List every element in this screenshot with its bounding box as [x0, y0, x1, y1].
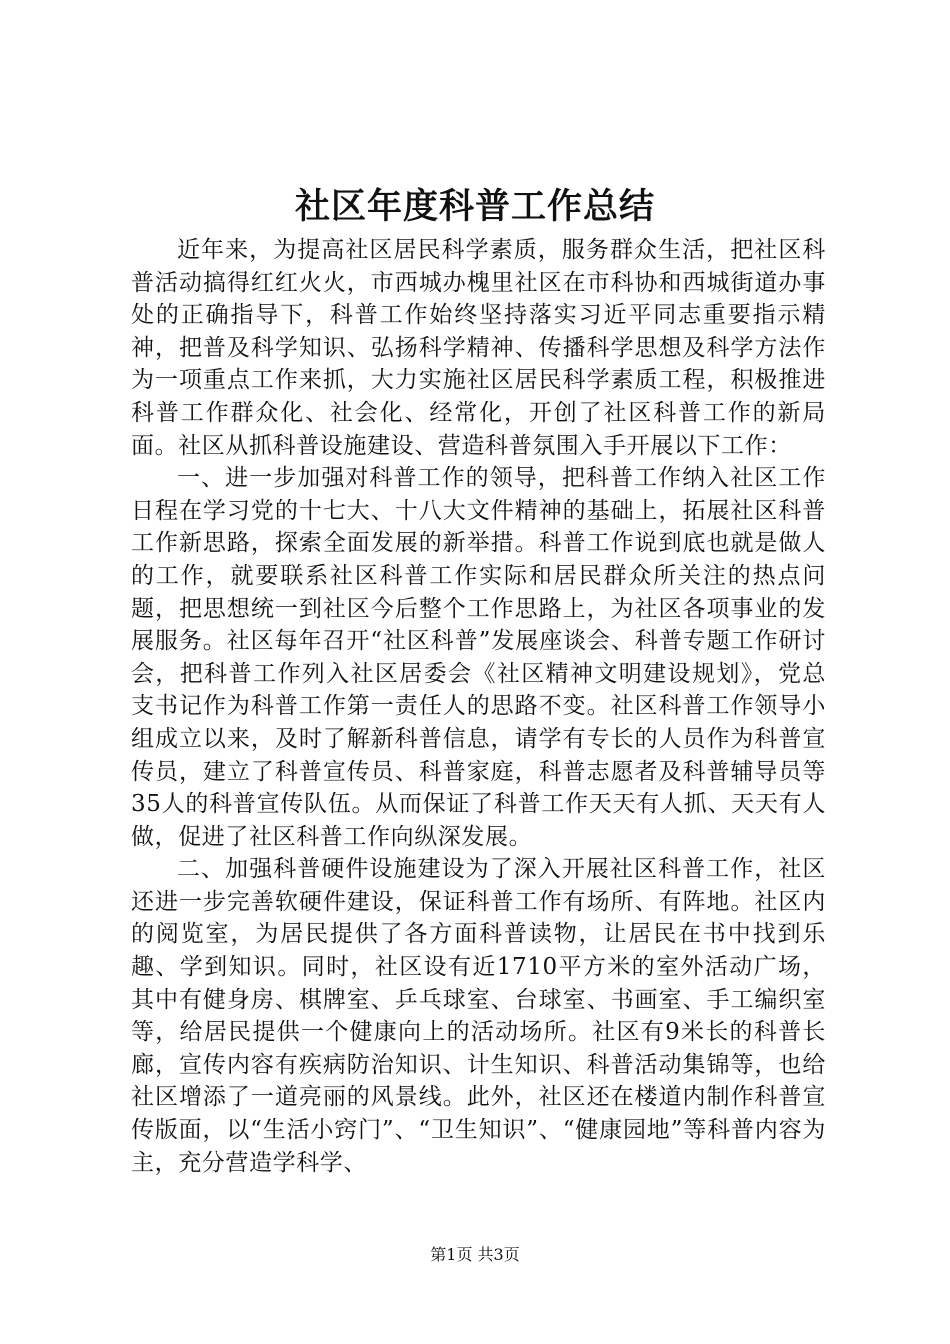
document-body: [131, 234, 826, 1179]
paragraph-intro: 近年来，为提高社区居民科学素质，服务群众生活，把社区科普活动搞得红红火火，市西城办槐里社区在市科协和西城街道办事处的正确指导下，科普工作始终坚持落实习近平同志重要指示精神，把普及科学知识、弘扬科学精神、传播科学思想及科学方法作为一项重点工作来抓，大力实施社区居民科学素质工程，积极推进科普工作群众化、社会化、经常化，开创了社区科普工作的新局面。社区从抓科普设施建设、营造科普氛围入手开展以下工作：: [131, 237, 826, 459]
paragraph-section-two: 二、加强科普硬件设施建设为了深入开展社区科普工作，社区还进一步完善软硬件建设，保证科普工作有场所、有阵地。社区内的阅览室，为居民提供了各方面科普读物，让居民在书中找到乐趣、学到知识。同时，社区设有近1710平方米的室外活动广场，其中有健身房、棋牌室、乒乓球室、台球室、书画室、手工编织室等，给居民提供一个健康向上的活动场所。社区有9米长的科普长廊，宣传内容有疾病防治知识、计生知识、科普活动集锦等，也给社区增添了一道亮丽的风景线。此外，社区还在楼道内制作科普宣传版面，以“生活小窍门”、“卫生知识”、“健康园地”等科普内容为主，充分营造学科学、: [131, 856, 826, 1176]
paragraph-section-one: 一、进一步加强对科普工作的领导，把科普工作纳入社区工作日程在学习党的十七大、十八大文件精神的基础上，拓展社区科普工作新思路，探索全面发展的新举措。科普工作说到底也就是做人的工作，就要联系社区科普工作实际和居民群众所关注的热点问题，把思想统一到社区今后整个工作思路上，为社区各项事业的发展服务。社区每年召开“社区科普”发展座谈会、科普专题工作研讨会，把科普工作列入社区居委会《社区精神文明建设规划》，党总支书记作为科普工作第一责任人的思路不变。社区科普工作领导小组成立以来，及时了解新科普信息，请学有专长的人员作为科普宣传员，建立了科普宣传员、科普家庭，科普志愿者及科普辅导员等35人的科普宣传队伍。从而保证了科普工作天天有人抓、天天有人做，促进了社区科普工作向纵深发展。: [131, 465, 826, 850]
document-title: 社区年度科普工作总结: [294, 186, 655, 227]
page-footer: 第1页 共3页: [430, 1245, 520, 1264]
